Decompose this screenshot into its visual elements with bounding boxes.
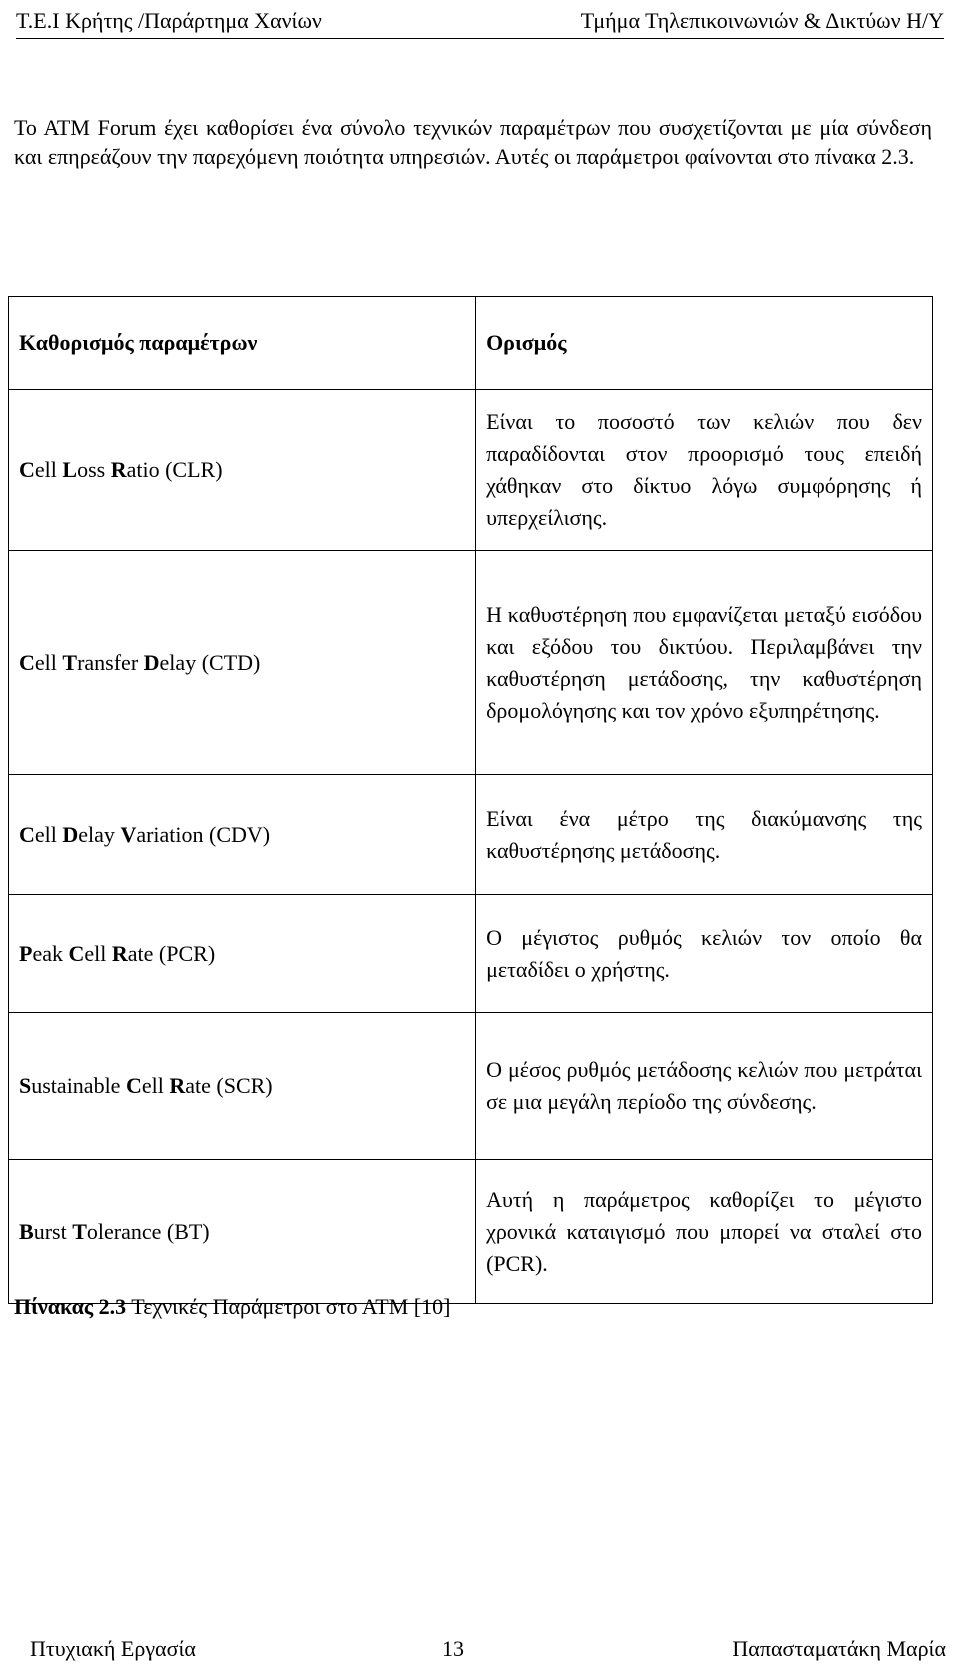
intro-paragraph: To ATM Forum έχει καθορίσει ένα σύνολο τεχνικών παραμέτρων που συσχετίζονται με μία σύνδεση και επηρεάζουν την παρεχόμενη ποιότητα υπηρεσιών. Αυτές οι παράμετροι φαίνονται στο πίνακα 2.3. — [14, 115, 932, 169]
table-row — [9, 551, 933, 775]
caption-label: Πίνακας 2.3 — [14, 1294, 127, 1319]
table-header-row — [9, 297, 933, 390]
table-caption — [14, 1293, 450, 1321]
parameter-definition: Ο μέγιστος ρυθμός κελιών τον οποίο θα μεταδίδει ο χρήστης. — [476, 895, 933, 1013]
parameter-definition: Είναι το ποσοστό των κελιών που δεν παραδίδονται στον προορισμό τους επειδή χάθηκαν στο δίκτυο λόγω συμφόρησης ή υπερχείλισης. — [476, 390, 933, 551]
caption-text: Τεχνικές Παράμετροι στο ΑΤΜ [10] — [126, 1294, 451, 1319]
parameter-definition: Αυτή η παράμετρος καθορίζει το μέγιστο χρονικά καταιγισμό που μπορεί να σταλεί στο (PCR). — [476, 1160, 933, 1304]
table-row — [9, 390, 933, 551]
header-parameter: Καθορισμός παραμέτρων — [9, 297, 476, 390]
header-definition: Ορισμός — [476, 297, 933, 390]
page-number: 13 — [442, 1636, 464, 1661]
parameter-name: Burst Tolerance (BT) — [9, 1160, 476, 1304]
parameter-name: Cell Transfer Delay (CTD) — [9, 551, 476, 775]
parameter-name: Peak Cell Rate (PCR) — [9, 895, 476, 1013]
table-row — [9, 1160, 933, 1304]
parameters-table — [8, 296, 933, 1304]
table-row — [9, 1013, 933, 1160]
header-department: Τμήμα Τηλεπικοινωνιών & Δικτύων Η/Υ — [580, 8, 944, 33]
parameter-definition: Ο μέσος ρυθμός μετάδοσης κελιών που μετράται σε μια μεγάλη περίοδο της σύνδεσης. — [476, 1013, 933, 1160]
parameter-definition: Η καθυστέρηση που εμφανίζεται μεταξύ εισόδου και εξόδου του δικτύου. Περιλαμβάνει την καθυστέρηση μετάδοσης, την καθυστέρηση δρομολόγησης και τον χρόνο εξυπηρέτησης. — [476, 551, 933, 775]
footer-doc-type: Πτυχιακή Εργασία — [30, 1636, 196, 1661]
table-row — [9, 775, 933, 895]
table-row — [9, 895, 933, 1013]
page-header — [16, 8, 944, 39]
page-footer — [30, 1636, 946, 1664]
parameter-name: Cell Loss Ratio (CLR) — [9, 390, 476, 551]
parameter-name: Sustainable Cell Rate (SCR) — [9, 1013, 476, 1160]
footer-author: Παπασταματάκη Μαρία — [732, 1636, 946, 1661]
parameter-name: Cell Delay Variation (CDV) — [9, 775, 476, 895]
header-institution: Τ.Ε.Ι Κρήτης /Παράρτημα Χανίων — [16, 8, 322, 33]
footer-divider — [16, 1630, 944, 1631]
parameter-definition: Είναι ένα μέτρο της διακύμανσης της καθυστέρησης μετάδοσης. — [476, 775, 933, 895]
